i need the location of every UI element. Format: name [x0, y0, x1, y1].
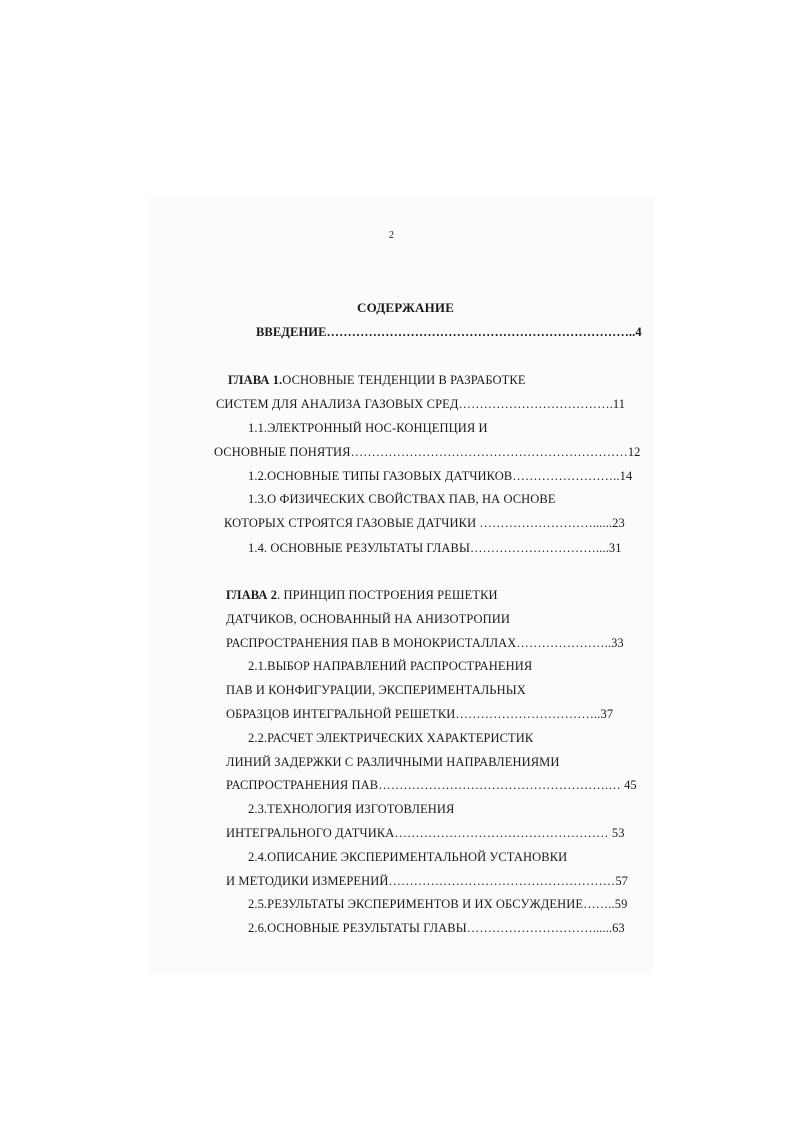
toc-entry-1-2: 1.2.ОСНОВНЫЕ ТИПЫ ГАЗОВЫХ ДАТЧИКОВ……………………..14: [248, 469, 633, 483]
toc-entry-2-3-cont: ИНТЕГРАЛЬНОГО ДАТЧИКА…………………………………………… 53: [226, 826, 625, 840]
toc-entry-2-2-cont2: РАСПРОСТРАНЕНИЯ ПАВ……………………………………………….… 45: [226, 778, 637, 792]
toc-entry-intro: ВВЕДЕНИЕ………………………………………………………………..4: [256, 325, 642, 339]
toc-title: СОДЕРЖАНИЕ: [357, 300, 455, 315]
chapter-1-title: ОСНОВНЫЕ ТЕНДЕНЦИИ В РАЗРАБОТКЕ: [282, 373, 526, 387]
toc-entry-1-4: 1.4. ОСНОВНЫЕ РЕЗУЛЬТАТЫ ГЛАВЫ…………………………....31: [248, 541, 622, 555]
toc-entry-2-1: 2.1.ВЫБОР НАПРАВЛЕНИЙ РАСПРОСТРАНЕНИЯ: [248, 659, 533, 673]
toc-entry-2-4: 2.4.ОПИСАНИЕ ЭКСПЕРИМЕНТАЛЬНОЙ УСТАНОВКИ: [248, 850, 568, 864]
chapter-2-title-line2: ДАТЧИКОВ, ОСНОВАННЫЙ НА АНИЗОТРОПИИ: [226, 612, 511, 626]
toc-entry-2-3: 2.3.ТЕХНОЛОГИЯ ИЗГОТОВЛЕНИЯ: [248, 802, 455, 816]
toc-entry-2-1-cont2: ОБРАЗЦОВ ИНТЕГРАЛЬНОЙ РЕШЕТКИ……………………………..37: [226, 707, 614, 721]
chapter-1-label: ГЛАВА 1.: [228, 373, 283, 387]
chapter-2-title: . ПРИНЦИП ПОСТРОЕНИЯ РЕШЕТКИ: [277, 588, 498, 602]
toc-entry-1-1: 1.1.ЭЛЕКТРОННЫЙ НОС-КОНЦЕПЦИЯ И: [248, 421, 488, 435]
toc-entry-1-3: 1.3.О ФИЗИЧЕСКИХ СВОЙСТВАХ ПАВ, НА ОСНОВЕ: [248, 492, 556, 506]
toc-entry-1-3-cont: КОТОРЫХ СТРОЯТСЯ ГАЗОВЫЕ ДАТЧИКИ ………………………......23: [224, 516, 625, 530]
toc-entry-2-4-cont: И МЕТОДИКИ ИЗМЕРЕНИЙ………………………………………………57: [226, 874, 629, 888]
toc-entry-2-2: 2.2.РАСЧЕТ ЭЛЕКТРИЧЕСКИХ ХАРАКТЕРИСТИК: [248, 731, 534, 745]
toc-entry-2-2-cont: ЛИНИЙ ЗАДЕРЖКИ С РАЗЛИЧНЫМИ НАПРАВЛЕНИЯМИ: [226, 755, 560, 769]
toc-entry-2-6: 2.6.ОСНОВНЫЕ РЕЗУЛЬТАТЫ ГЛАВЫ…………………………......63: [248, 921, 625, 935]
toc-entry-2-5: 2.5.РЕЗУЛЬТАТЫ ЭКСПЕРИМЕНТОВ И ИХ ОБСУЖДЕНИЕ……..59: [248, 897, 628, 911]
chapter-2-label: ГЛАВА 2: [226, 588, 278, 602]
chapter-1-heading: [228, 372, 526, 388]
page-number: 2: [389, 230, 394, 241]
chapter-1-title-line2: СИСТЕМ ДЛЯ АНАЛИЗА ГАЗОВЫХ СРЕД……………………………….11: [216, 397, 626, 411]
toc-entry-2-1-cont: ПАВ И КОНФИГУРАЦИИ, ЭКСПЕРИМЕНТАЛЬНЫХ: [226, 683, 526, 697]
chapter-2-title-line3: РАСПРОСТРАНЕНИЯ ПАВ В МОНОКРИСТАЛЛАХ…………………..33: [226, 636, 624, 650]
chapter-2-heading: [226, 587, 498, 603]
toc-entry-1-1-cont: ОСНОВНЫЕ ПОНЯТИЯ…………………………………………………………12: [214, 445, 641, 459]
